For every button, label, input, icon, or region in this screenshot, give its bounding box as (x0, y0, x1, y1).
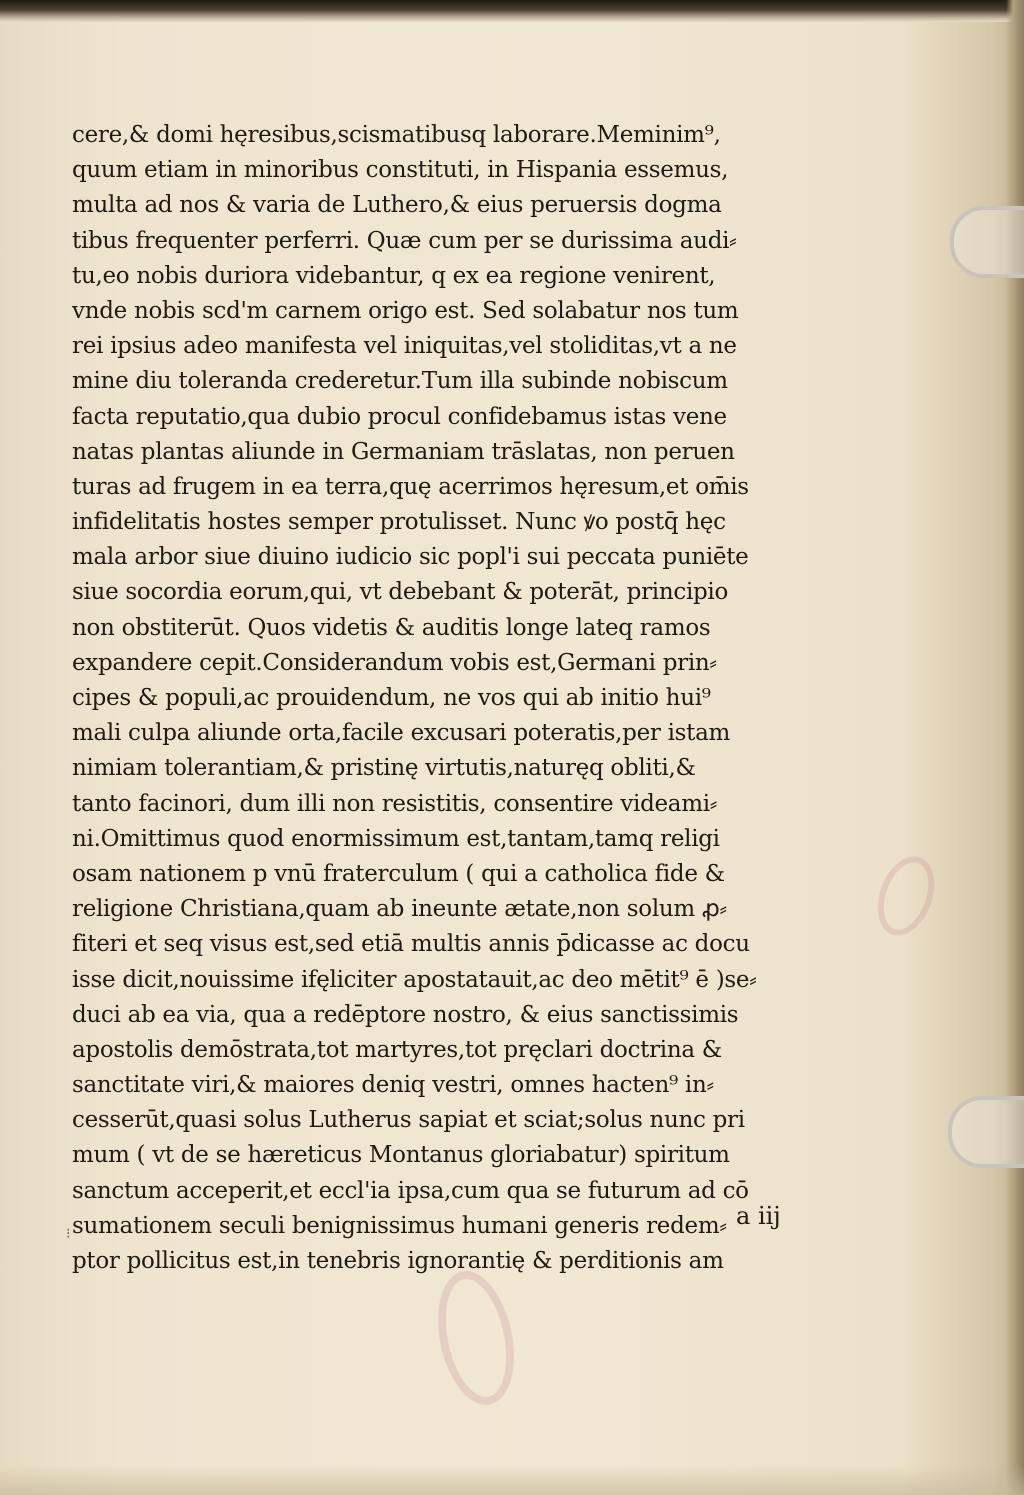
text-line: apostolis demōstrata,tot martyres,tot pręclari doctrina & (72, 1036, 722, 1063)
text-line: cipes & populi,ac prouidendum, ne vos qui ab initio hui⁹ (72, 685, 711, 711)
text-line: isse dicit,nouissime ifęliciter apostatauit,ac deo mētit⁹ ē )se⸗ (72, 966, 757, 993)
text-line: multa ad nos & varia de Luthero,& eius peruersis dogma (72, 192, 722, 219)
page-clip-bottom (948, 1096, 1024, 1168)
text-line: fiteri et seq visus est,sed etiā multis annis p̄dicasse ac docu (72, 931, 750, 958)
text-line: mum ( vt de se hæreticus Montanus gloriabatur) spiritum (72, 1142, 730, 1169)
text-line: non obstiterūt. Quos videtis & auditis longe lateq ramos (72, 614, 711, 641)
text-line: siue socordia eorum,qui, vt debebant & poterāt, principio (72, 579, 729, 606)
text-line: tanto facinori, dum illi non resistitis, consentire videami⸗ (72, 790, 718, 817)
text-line: nimiam tolerantiam,& pristinę virtutis,naturęq obliti,& (72, 755, 696, 782)
text-line: quum etiam in minoribus constituti, in Hispania essemus, (72, 157, 729, 184)
text-line: ni.Omittimus quod enormissimum est,tantam,tamq religi (72, 825, 720, 852)
text-line: natas plantas aliunde in Germaniam trāslatas, non peruen (72, 438, 735, 465)
text-line: turas ad frugem in ea terra,quę acerrimos hęresum,et om̄is (72, 473, 749, 500)
ink-stain-small (868, 849, 945, 944)
text-line: mine diu toleranda crederetur.Tum illa subinde nobiscum (72, 368, 728, 395)
text-line: mala arbor siue diuino iudicio sic popl'i sui peccata puniēte (72, 544, 749, 571)
text-line: cesserūt,quasi solus Lutherus sapiat et sciat;solus nunc pri (72, 1107, 745, 1134)
text-line: rei ipsius adeo manifesta vel iniquitas,vel stoliditas,vt a ne (72, 333, 737, 360)
margin-speck: ⁝ (66, 1226, 71, 1242)
text-line: ptor pollicitus est,in tenebris ignorantię & perditionis am (72, 1248, 724, 1274)
text-line: infidelitatis hostes semper protulisset. Nunc ꝟo postq̄ hęc (72, 509, 726, 536)
text-line: religione Christiana,quam ab ineunte ætate,non solum ꝓ⸗ (72, 896, 727, 923)
text-line: sumationem seculi benignissimus humani generis redem⸗ (72, 1212, 727, 1239)
body-text (72, 118, 822, 1279)
text-line: duci ab ea via, qua a redēptore nostro, & eius sanctissimis (72, 1001, 739, 1028)
text-line: mali culpa aliunde orta,facile excusari poteratis,per istam (72, 720, 731, 747)
text-line: vnde nobis scd'm carnem origo est. Sed solabatur nos tum (72, 297, 739, 324)
text-line: sanctum acceperit,et eccl'ia ipsa,cum qua se futurum ad cō (72, 1177, 749, 1204)
text-line: cere,& domi hęresibus,scismatibusq laborare.Meminim⁹, (72, 122, 721, 148)
ink-stain-large (427, 1264, 526, 1412)
text-line: facta reputatio,qua dubio procul confidebamus istas vene (72, 403, 727, 430)
text-line: expandere cepit.Considerandum vobis est,Germani prin⸗ (72, 649, 717, 676)
text-line: sanctitate viri,& maiores deniq vestri, omnes hacten⁹ in⸗ (72, 1072, 714, 1099)
page-top-edge (0, 0, 1024, 22)
page-bottom-edge (0, 1465, 1024, 1495)
text-line: tibus frequenter perferri. Quæ cum per se durissima audi⸗ (72, 227, 737, 254)
page-clip-top (950, 206, 1024, 278)
signature-mark: a iij (736, 1202, 781, 1230)
text-line: tu,eo nobis duriora videbantur, q ex ea regione venirent, (72, 262, 716, 289)
text-line: osam nationem p vnū fraterculum ( qui a catholica fide & (72, 860, 725, 887)
